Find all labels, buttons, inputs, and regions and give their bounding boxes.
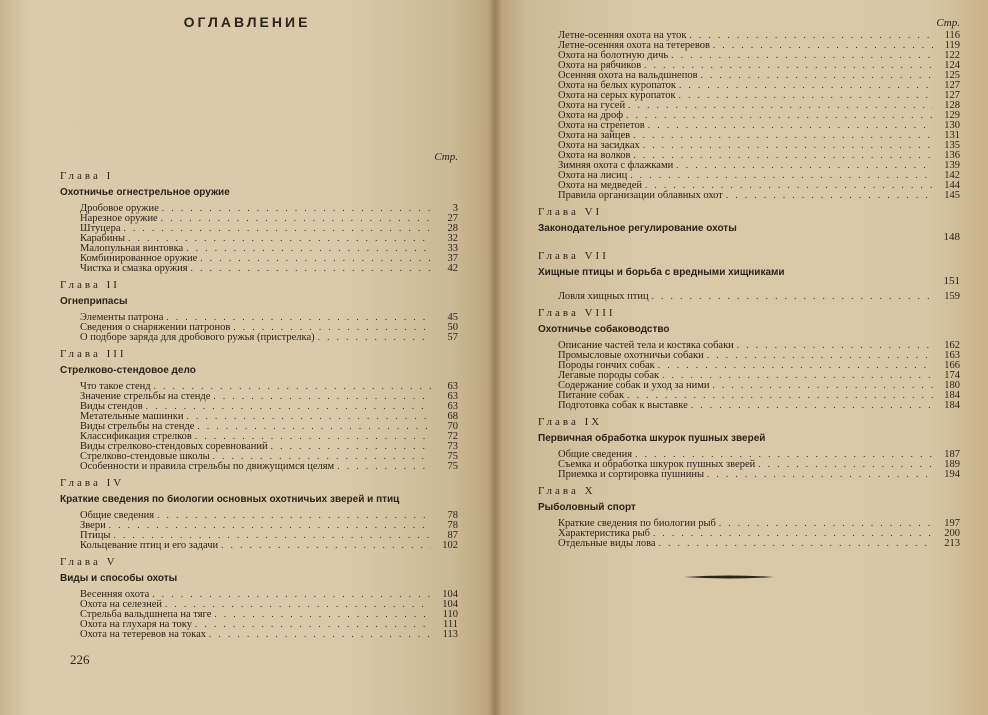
entry-page: 113	[442, 629, 458, 640]
entry-title: Питание собак	[558, 390, 625, 401]
entry-page: 119	[944, 40, 960, 51]
chapter-heading: Глава VII	[538, 250, 609, 262]
dot-leader	[633, 130, 933, 140]
entry-title: Стрельба вальдшнепа на тяге	[80, 609, 212, 620]
entry-page: 184	[944, 390, 960, 401]
entry-title: Охота на рябчиков	[558, 60, 642, 71]
dot-leader	[271, 441, 431, 451]
dot-leader	[713, 40, 933, 50]
entry-page: 125	[944, 70, 960, 81]
dot-leader	[157, 510, 431, 520]
entry-page: 111	[443, 619, 458, 630]
entry-page: 129	[944, 110, 960, 121]
chapter-heading: Глава I	[60, 170, 114, 182]
dot-leader	[214, 609, 431, 619]
toc-entry	[60, 461, 458, 471]
section-title: Стрелково-стендовое дело	[60, 365, 196, 376]
dot-leader	[213, 451, 431, 461]
toc-entry	[60, 203, 458, 213]
entry-page: 102	[442, 540, 458, 551]
entry-page: 3	[452, 203, 458, 214]
entry-page: 63	[447, 391, 458, 402]
dot-leader	[707, 469, 933, 479]
entry-page: 63	[447, 381, 458, 392]
dot-leader	[113, 530, 431, 540]
dot-leader	[166, 312, 431, 322]
entry-title: Подготовка собак к выставке	[558, 400, 688, 411]
entry-page: 128	[944, 100, 960, 111]
entry-title: Охота на дроф	[558, 110, 624, 121]
toc-entry	[60, 411, 458, 421]
dot-leader	[200, 253, 431, 263]
right-contents	[538, 16, 960, 548]
entry-page: 87	[447, 530, 458, 541]
dot-leader	[197, 421, 431, 431]
dot-leader	[659, 538, 933, 548]
toc-entry	[538, 180, 960, 190]
entry-title: Летне-осенняя охота на уток	[558, 30, 687, 41]
end-ornament	[684, 574, 774, 580]
dot-leader	[152, 589, 431, 599]
entry-title: Охота на лисиц	[558, 170, 628, 181]
toc-entry	[538, 160, 960, 170]
entry-page: 174	[944, 370, 960, 381]
toc-entry	[538, 190, 960, 200]
dot-leader	[652, 291, 933, 301]
chapter-heading: Глава VI	[538, 206, 603, 218]
toc-entry	[60, 401, 458, 411]
dot-leader	[146, 401, 431, 411]
entry-page: 33	[447, 243, 458, 254]
chapter-heading: Глава II	[60, 279, 120, 291]
entry-title: Штуцера	[80, 223, 121, 234]
toc-entry	[60, 263, 458, 273]
dot-leader	[691, 400, 933, 410]
entry-title: Общие сведения	[558, 449, 633, 460]
entry-page: 136	[944, 150, 960, 161]
entry-title: Виды стрельбы на стенде	[80, 421, 195, 432]
section-title	[538, 266, 960, 288]
entry-page: 37	[447, 253, 458, 264]
toc-entry	[60, 589, 458, 599]
dot-leader	[191, 263, 431, 273]
toc-entry	[538, 50, 960, 60]
dot-leader	[123, 223, 431, 233]
section-title: Виды и способы охоты	[60, 573, 178, 584]
entry-page: 75	[447, 451, 458, 462]
entry-title: Карабины	[80, 233, 126, 244]
entry-title: Кольцевание птиц и его задачи	[80, 540, 219, 551]
toc-entry	[538, 360, 960, 370]
entry-title: Птицы	[80, 530, 111, 541]
entry-title: Охота на селезней	[80, 599, 162, 610]
section-page: 151	[943, 275, 960, 287]
dot-leader	[701, 70, 933, 80]
toc-entry	[538, 40, 960, 50]
entry-title: Осенняя охота на вальдшнепов	[558, 70, 698, 81]
entry-title: Чистка и смазка оружия	[80, 263, 188, 274]
entry-title: Охота на болотную дичь	[558, 50, 669, 61]
dot-leader	[671, 50, 933, 60]
toc-entry	[538, 528, 960, 538]
toc-entry	[60, 441, 458, 451]
toc-entry	[60, 609, 458, 619]
toc-entry	[60, 530, 458, 540]
entry-title: Охота на волков	[558, 150, 631, 161]
left-contents	[60, 150, 458, 639]
dot-leader	[628, 100, 933, 110]
toc-entry	[60, 510, 458, 520]
entry-title: Охота на белых куропаток	[558, 80, 676, 91]
toc-entry	[538, 400, 960, 410]
dot-leader	[658, 360, 933, 370]
toc-entry	[538, 80, 960, 90]
right-page	[494, 0, 988, 715]
toc-entry	[538, 380, 960, 390]
entry-title: Краткие сведения по биологии рыб	[558, 518, 716, 529]
chapter-heading: Глава V	[60, 556, 118, 568]
entry-title: Весенняя охота	[80, 589, 150, 600]
dot-leader	[758, 459, 933, 469]
entry-title: Сведения о снаряжении патронов	[80, 322, 231, 333]
toc-entry	[60, 223, 458, 233]
toc-entry	[60, 322, 458, 332]
toc-entry	[538, 459, 960, 469]
entry-page: 78	[447, 520, 458, 531]
entry-title: Характеристика рыб	[558, 528, 650, 539]
entry-page: 135	[944, 140, 960, 151]
dot-leader	[676, 160, 933, 170]
toc-entry	[60, 540, 458, 550]
entry-page: 68	[447, 411, 458, 422]
entry-title: Ловля хищных птиц	[558, 291, 649, 302]
toc-entry	[538, 170, 960, 180]
toc-entry	[538, 150, 960, 160]
toc-entry	[60, 243, 458, 253]
chapter-heading: Глава VIII	[538, 307, 616, 319]
entry-title: Охота на тетеревов на токах	[80, 629, 207, 640]
dot-leader	[195, 431, 431, 441]
toc-entry	[538, 110, 960, 120]
dot-leader	[737, 340, 933, 350]
toc-entry	[60, 421, 458, 431]
toc-entry	[60, 312, 458, 322]
entry-page: 27	[447, 213, 458, 224]
entry-page: 28	[447, 223, 458, 234]
entry-title: Дробовое оружие	[80, 203, 159, 214]
toc-entry	[538, 30, 960, 40]
dot-leader	[209, 629, 431, 639]
toc-entry	[60, 391, 458, 401]
dot-leader	[648, 120, 933, 130]
dot-leader	[626, 110, 933, 120]
entry-title: Охота на серых куропаток	[558, 90, 676, 101]
entry-page: 200	[944, 528, 960, 539]
entry-page: 72	[447, 431, 458, 442]
entry-title: Охота на засидках	[558, 140, 640, 151]
toc-entry	[538, 370, 960, 380]
toc-entry	[60, 332, 458, 342]
dot-leader	[679, 80, 933, 90]
section-title: Первичная обработка шкурок пушных зверей	[538, 433, 766, 444]
page-column-header: Стр.	[936, 17, 960, 29]
entry-title: Стрелково-стендовые школы	[80, 451, 210, 462]
entry-page: 189	[944, 459, 960, 470]
dot-leader	[213, 391, 431, 401]
entry-page: 180	[944, 380, 960, 391]
page-number: 226	[70, 652, 90, 667]
entry-title: Элементы патрона	[80, 312, 164, 323]
toc-entry	[538, 140, 960, 150]
entry-title: Правила организации облавных охот	[558, 190, 723, 201]
entry-title: Породы гончих собак	[558, 360, 655, 371]
dot-leader	[109, 520, 431, 530]
entry-title: Метательные машинки	[80, 411, 184, 422]
entry-page: 194	[944, 469, 960, 480]
toc-entry	[538, 60, 960, 70]
dot-leader	[707, 350, 933, 360]
entry-page: 145	[944, 190, 960, 201]
entry-page: 124	[944, 60, 960, 71]
chapter-heading: Глава III	[60, 348, 127, 360]
toc-entry	[538, 120, 960, 130]
entry-page: 70	[447, 421, 458, 432]
entry-title: Малопульная винтовка	[80, 243, 184, 254]
entry-page: 122	[944, 50, 960, 61]
dot-leader	[162, 203, 431, 213]
entry-title: Общие сведения	[80, 510, 155, 521]
entry-title: Значение стрельбы на стенде	[80, 391, 211, 402]
entry-page: 187	[944, 449, 960, 460]
entry-page: 116	[944, 30, 960, 41]
entry-title: Содержание собак и уход за ними	[558, 380, 710, 391]
dot-leader	[719, 518, 933, 528]
dot-leader	[653, 528, 933, 538]
page-title: ОГЛАВЛЕНИЕ	[183, 14, 311, 30]
entry-title: Легавые породы собак	[558, 370, 660, 381]
entry-page: 162	[944, 340, 960, 351]
toc-entry	[60, 431, 458, 441]
section-page: 148	[943, 231, 960, 243]
entry-page: 163	[944, 350, 960, 361]
entry-page: 32	[447, 233, 458, 244]
entry-page: 45	[447, 312, 458, 323]
dot-leader	[186, 243, 431, 253]
dot-leader	[165, 599, 431, 609]
entry-title: Охота на гусей	[558, 100, 626, 111]
toc-entry	[60, 619, 458, 629]
entry-page: 57	[447, 332, 458, 343]
entry-title: Что такое стенд	[80, 381, 151, 392]
continued-entries	[538, 30, 960, 200]
entry-page: 166	[944, 360, 960, 371]
toc-entry	[60, 599, 458, 609]
toc-entry	[538, 100, 960, 110]
page-column-header: Стр.	[434, 151, 458, 163]
entry-page: 50	[447, 322, 458, 333]
toc-entry	[538, 90, 960, 100]
entry-title: Охота на стрепетов	[558, 120, 645, 131]
entry-page: 131	[944, 130, 960, 141]
entry-page: 127	[944, 90, 960, 101]
entry-title: О подборе заряда для дробового ружья (пристрелка)	[80, 332, 315, 343]
dot-leader	[662, 370, 933, 380]
entry-title: Звери	[80, 520, 106, 531]
entry-page: 78	[447, 510, 458, 521]
section-title: Рыболовный спорт	[538, 502, 636, 513]
entry-title: Летне-осенняя охота на тетеревов	[558, 40, 710, 51]
toc-entry	[60, 213, 458, 223]
toc-entry	[60, 253, 458, 263]
chapter-heading: Глава IV	[60, 477, 125, 489]
dot-leader	[195, 619, 431, 629]
toc-entry	[60, 629, 458, 639]
entry-title: Приемка и сортировка пушнины	[558, 469, 705, 480]
entry-page: 213	[944, 538, 960, 549]
book-spine	[488, 0, 502, 715]
toc-entry	[538, 518, 960, 528]
entry-page: 75	[447, 461, 458, 472]
dot-leader	[233, 322, 431, 332]
toc-entry	[60, 451, 458, 461]
entry-page: 127	[944, 80, 960, 91]
chapter-heading: Глава IX	[538, 416, 603, 428]
dot-leader	[337, 461, 431, 471]
toc-entry	[538, 390, 960, 400]
section-title: Охотничье собаководство	[538, 324, 670, 335]
toc-entry	[538, 340, 960, 350]
toc-entry	[538, 130, 960, 140]
toc-entry	[538, 350, 960, 360]
section-title: Охотничье огнестрельное оружие	[60, 187, 230, 198]
entry-page: 139	[944, 160, 960, 171]
dot-leader	[154, 381, 431, 391]
toc-entry	[538, 469, 960, 479]
dot-leader	[689, 30, 933, 40]
toc-entry	[538, 449, 960, 459]
section-title-text: Хищные птицы и борьба с вредными хищниками	[538, 267, 785, 278]
section-title: Огнеприпасы	[60, 296, 128, 307]
entry-page: 130	[944, 120, 960, 131]
section-title	[538, 222, 960, 244]
entry-page: 110	[442, 609, 458, 620]
entry-title: Охота на медведей	[558, 180, 642, 191]
toc-entry	[60, 381, 458, 391]
dot-leader	[712, 380, 933, 390]
entry-title: Комбинированное оружие	[80, 253, 198, 264]
entry-page: 104	[442, 589, 458, 600]
toc-entry	[60, 520, 458, 530]
dot-leader	[679, 90, 933, 100]
entry-title: Особенности и правила стрельбы по движущимся целям	[80, 461, 335, 472]
toc-entry	[538, 70, 960, 80]
dot-leader	[161, 213, 431, 223]
entry-page: 197	[944, 518, 960, 529]
entry-title: Описание частей тела и костяка собаки	[558, 340, 734, 351]
entry-page: 159	[944, 291, 960, 302]
dot-leader	[318, 332, 431, 342]
dot-leader	[630, 170, 933, 180]
entry-page: 144	[944, 180, 960, 191]
dot-leader	[128, 233, 431, 243]
entry-title: Охота на зайцев	[558, 130, 631, 141]
section-title-text: Законодательное регулирование охоты	[538, 223, 737, 234]
entry-page: 42	[447, 263, 458, 274]
entry-page: 63	[447, 401, 458, 412]
entry-title: Промысловые охотничьи собаки	[558, 350, 704, 361]
entry-title: Классификация стрелков	[80, 431, 192, 442]
entry-title: Отдельные виды лова	[558, 538, 656, 549]
dot-leader	[627, 390, 933, 400]
entry-page: 184	[944, 400, 960, 411]
entry-page: 104	[442, 599, 458, 610]
toc-entry	[60, 233, 458, 243]
dot-leader	[645, 180, 933, 190]
dot-leader	[726, 190, 933, 200]
entry-page: 73	[447, 441, 458, 452]
chapter-heading: Глава X	[538, 485, 596, 497]
dot-leader	[633, 150, 933, 160]
toc-entry	[538, 538, 960, 548]
entry-title: Зимняя охота с флажками	[558, 160, 674, 171]
entry-page: 142	[944, 170, 960, 181]
dot-leader	[186, 411, 431, 421]
section-title: Краткие сведения по биологии основных охотничьих зверей и птиц	[60, 494, 400, 505]
dot-leader	[643, 140, 933, 150]
entry-title: Виды стрелково-стендовых соревнований	[80, 441, 268, 452]
entry-title: Виды стендов	[80, 401, 143, 412]
dot-leader	[635, 449, 933, 459]
toc-entry	[538, 291, 960, 301]
entry-title: Охота на глухаря на току	[80, 619, 192, 630]
entry-title: Съемка и обработка шкурок пушных зверей	[558, 459, 756, 470]
dot-leader	[644, 60, 933, 70]
dot-leader	[221, 540, 431, 550]
entry-title: Нарезное оружие	[80, 213, 158, 224]
